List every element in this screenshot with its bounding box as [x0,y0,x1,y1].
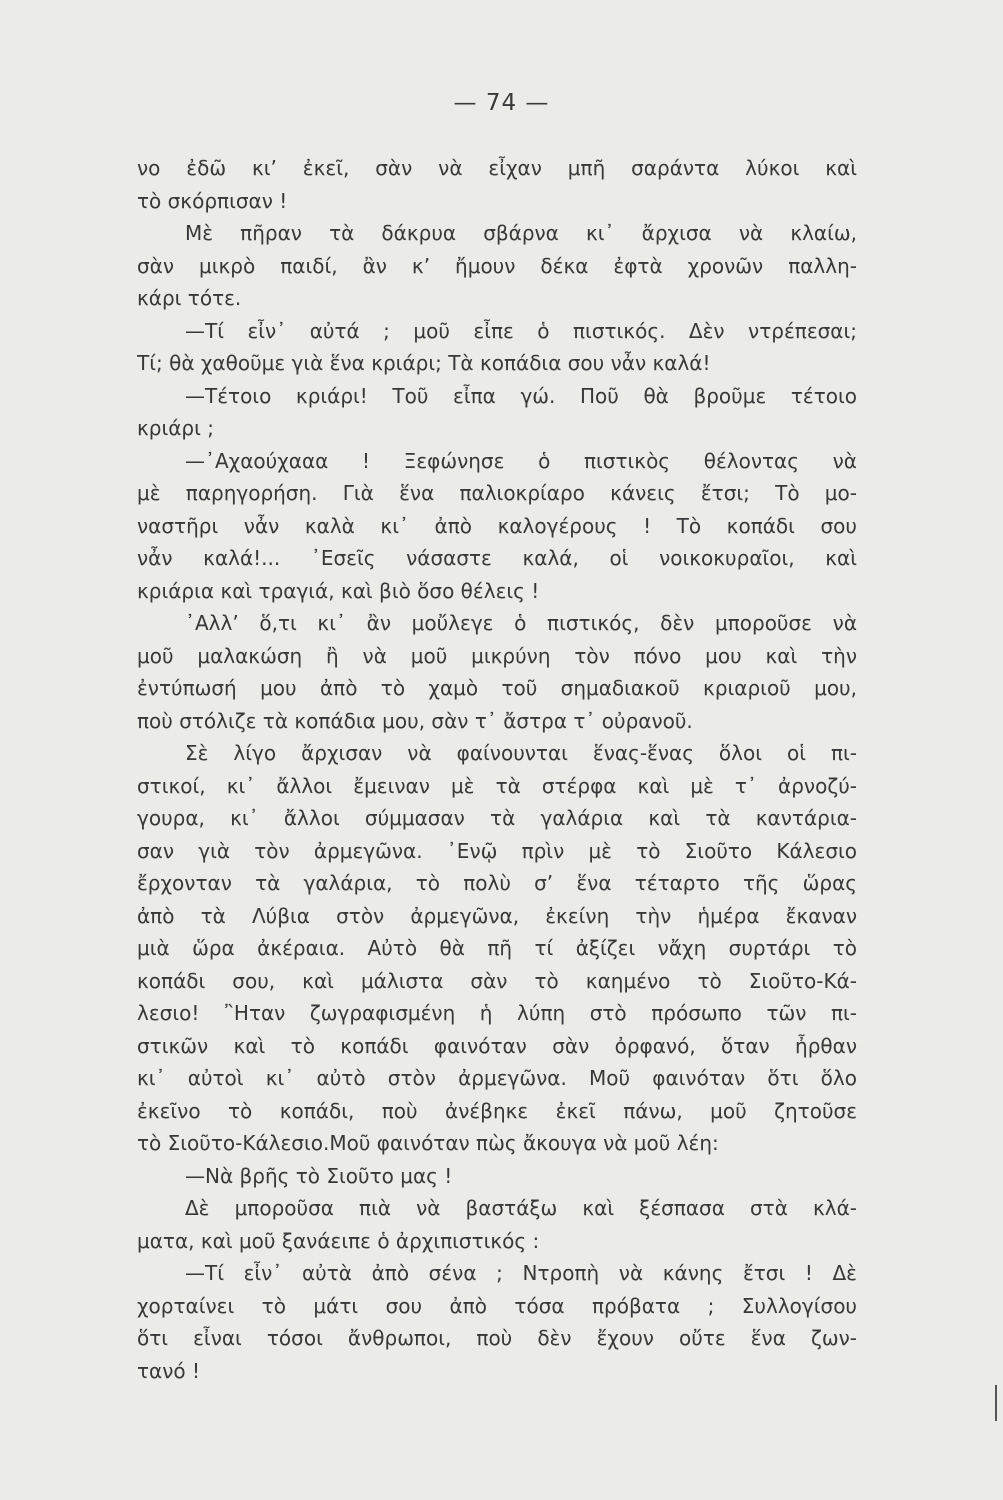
text-line: κριάρια καὶ τραγιά, καὶ βιὸ ὅσο θέλεις ! [137,578,540,603]
text-line: κοπάδι σου, καὶ μάλιστα σὰν τὸ καημένο τὸ Σιοῦτο-Κά- [137,968,857,993]
text-line: τὸ Σιοῦτο-Κάλεσιο.Μοῦ φαινόταν πὼς ἄκουγα νὰ μοῦ λέη: [137,1131,719,1155]
paragraph [137,1257,857,1387]
text-line: τανό ! [137,1358,201,1383]
text-line: ἐκεῖνο τὸ κοπάδι, ποὺ ἀνέβηκε ἐκεῖ πάνω, μοῦ ζητοῦσε [137,1098,857,1123]
paragraph [137,152,857,217]
text-line: ὅτι εἶναι τόσοι ἄνθρωποι, ποὺ δὲν ἔχουν οὔτε ἕνα ζων- [137,1326,857,1350]
text-line: ᾿Αλλ’ ὅ,τι κι᾿ ἂν μοὔλεγε ὁ πιστικός, δὲν μποροῦσε νὰ [185,611,857,635]
text-line: μὲ παρηγορήση. Γιὰ ἕνα παλιοκρίαρο κάνεις ἔτσι; Τὸ μο- [137,481,857,505]
paragraph [137,445,857,608]
body-text [137,152,857,1387]
paragraph [137,380,857,445]
text-line: κάρι τότε. [137,286,242,310]
text-line: ποὺ στόλιζε τὰ κοπάδια μου, σὰν τ᾿ ἄστρα τ᾿ οὐρανοῦ. [137,708,693,733]
text-line: Δὲ μποροῦσα πιὰ νὰ βαστάξω καὶ ξέσπασα στὰ κλά- [185,1196,857,1220]
scan-edge-mark [995,1385,997,1421]
text-line: ματα, καὶ μοῦ ξανάειπε ὁ ἀρχιπιστικός : [137,1228,540,1253]
paragraph [137,737,857,1160]
text-line: ἔρχονταν τὰ γαλάρια, τὸ πολὺ σ’ ἕνα τέταρτο τῆς ὥρας [137,871,857,895]
paragraph [137,1192,857,1257]
text-line: Τί; θὰ χαθοῦμε γιὰ ἕνα κριάρι; Τὰ κοπάδια σου νἆν καλά! [137,351,711,375]
text-line: μιὰ ὥρα ἀκέραια. Αὐτὸ θὰ πῆ τί ἀξίζει νἄχη συρτάρι τὸ [137,936,857,960]
text-line: στικοί, κι᾿ ἄλλοι ἔμειναν μὲ τὰ στέρφα καὶ μὲ τ᾿ ἀρνοζύ- [137,773,857,798]
page-number: — 74 — [453,90,550,116]
text-line: ναστῆρι νἆν καλὰ κι᾿ ἀπὸ καλογέρους ! Τὸ κοπάδι σου [137,513,857,538]
text-line: νο ἐδῶ κι’ ἐκεῖ, σὰν νὰ εἶχαν μπῆ σαράντα λύκοι καὶ [137,156,857,180]
text-line: Μὲ πῆραν τὰ δάκρυα σβάρνα κι᾿ ἄρχισα νὰ κλαίω, [185,221,857,245]
text-line: κι᾿ αὐτοὶ κι᾿ αὐτὸ στὸν ἀρμεγῶνα. Μοῦ φαινόταν ὅτι ὅλο [137,1066,857,1090]
text-line: —Τί εἶν᾿ αὐτὰ ἀπὸ σένα ; Ντροπὴ νὰ κάνης ἔτσι ! Δὲ [185,1261,857,1285]
text-line: —Τί εἶν᾿ αὐτά ; μοῦ εἶπε ὁ πιστικός. Δὲν ντρέπεσαι; [185,318,857,343]
text-line: σαν γιὰ τὸν ἀρμεγῶνα. ᾿Ενῷ πρὶν μὲ τὸ Σιοῦτο Κάλεσιο [137,838,857,863]
paragraph [137,1160,857,1193]
text-line: νἆν καλά!... ᾿Εσεῖς νάσαστε καλά, οἱ νοικοκυραῖοι, καὶ [137,546,857,570]
text-line: κριάρι ; [137,416,214,440]
text-line: Σὲ λίγο ἄρχισαν νὰ φαίνουνται ἕνας-ἕνας ὅλοι οἱ πι- [185,741,857,765]
text-line: χορταίνει τὸ μάτι σου ἀπὸ τόσα πρόβατα ; Συλλογίσου [137,1293,857,1318]
text-line: ἐντύπωσή μου ἀπὸ τὸ χαμὸ τοῦ σημαδιακοῦ κριαριοῦ μου, [137,676,857,700]
text-line: —Νὰ βρῆς τὸ Σιοῦτο μας ! [185,1163,453,1188]
text-line: —᾿Αχαούχααα ! Ξεφώνησε ὁ πιστικὸς θέλοντας νὰ [185,448,857,473]
text-line: λεσιο! ῍Ηταν ζωγραφισμένη ἡ λύπη στὸ πρόσωπο τῶν πι- [137,1001,857,1025]
text-line: γουρα, κι᾿ ἄλλοι σύμμασαν τὰ γαλάρια καὶ τὰ καντάρια- [137,806,857,830]
text-line: τὸ σκόρπισαν ! [137,188,288,213]
paragraph [137,217,857,315]
paragraph [137,607,857,737]
text-line: —Τέτοιο κριάρι! Τοῦ εἶπα γώ. Ποῦ θὰ βροῦμε τέτοιο [185,383,857,408]
paragraph [137,315,857,380]
text-line: στικῶν καὶ τὸ κοπάδι φαινόταν σὰν ὀρφανό, ὅταν ἦρθαν [137,1033,857,1058]
text-line: ἀπὸ τὰ Λύβια στὸν ἀρμεγῶνα, ἐκείνη τὴν ἡμέρα ἔκαναν [137,903,857,928]
text-line: μοῦ μαλακώση ἢ νὰ μοῦ μικρύνη τὸν πόνο μου καὶ τὴν [137,643,857,668]
text-line: σὰν μικρὸ παιδί, ἂν κ’ ἤμουν δέκα ἐφτὰ χρονῶν παλλη- [137,253,857,278]
